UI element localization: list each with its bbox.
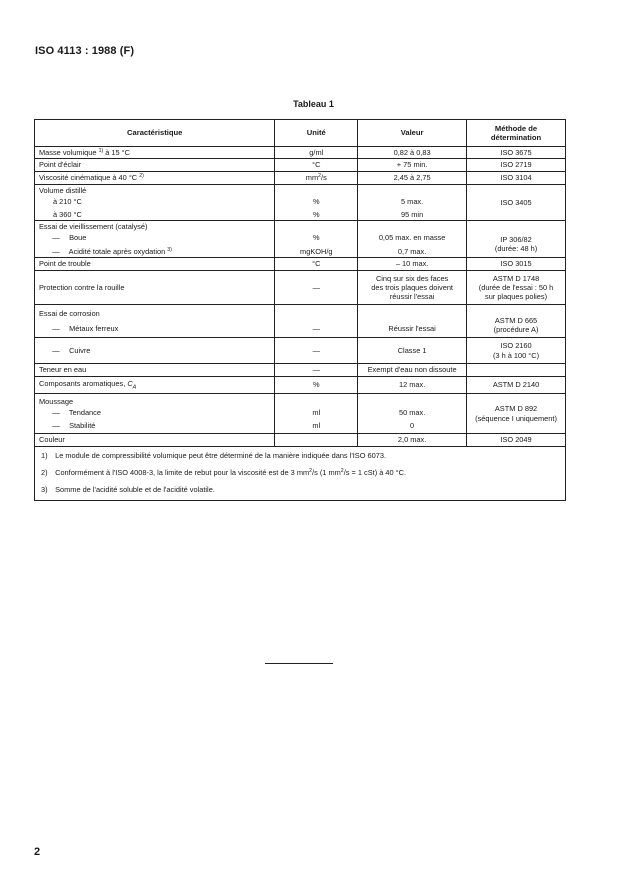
characteristic-cell: Point d'éclair xyxy=(35,159,275,172)
value-cell: 2,0 max. xyxy=(358,434,467,447)
method-text: (durée de l'essai : 50 h xyxy=(478,282,554,292)
footnote-text: Conformément à l'ISO 4008-3, la limite de rebut pour la viscosité est de 3 mm xyxy=(55,468,310,478)
value-cell: + 75 min. xyxy=(358,159,467,172)
sub-characteristic: Métaux ferreux xyxy=(69,324,119,333)
characteristic-cell xyxy=(35,338,275,364)
unit-cell: — xyxy=(275,338,358,364)
method-cell: ISO 3015 xyxy=(467,258,566,271)
value-text: des trois plaques doivent xyxy=(371,282,453,292)
method-cell xyxy=(467,338,566,364)
method-text: (procédure A) xyxy=(493,325,539,334)
method-cell xyxy=(467,221,566,258)
characteristic-cell xyxy=(35,377,275,394)
method-cell xyxy=(467,364,566,377)
column-header-value: Valeur xyxy=(358,120,467,147)
value-cell: Exempt d'eau non dissoute xyxy=(358,364,467,377)
column-header-unit: Unité xyxy=(275,120,358,147)
value-cell: 0,82 à 0,83 xyxy=(358,147,467,159)
method-cell xyxy=(467,271,566,305)
value-cell: 12 max. xyxy=(358,377,467,394)
characteristic-heading: Moussage xyxy=(39,396,74,406)
table-row xyxy=(35,185,566,221)
method-text: (durée: 48 h) xyxy=(494,244,538,253)
method-header-text: Méthode de détermination xyxy=(490,123,542,142)
dash: — xyxy=(52,421,60,431)
unit-cell xyxy=(275,305,358,338)
unit-cell xyxy=(275,185,358,221)
table-row xyxy=(35,434,566,447)
footnote-number: 1) xyxy=(41,451,48,460)
unit-cell xyxy=(275,221,358,258)
sub-characteristic: Cuivre xyxy=(69,345,91,355)
unit-text: ml xyxy=(312,421,321,431)
method-text: ISO 2160 xyxy=(500,341,532,351)
footnote-ref: 1) xyxy=(98,147,104,154)
method-cell xyxy=(467,305,566,338)
value-cell xyxy=(358,271,467,305)
footnote-text: /s = 1 cSt) à 40 °C. xyxy=(343,468,406,478)
method-cell: ISO 2719 xyxy=(467,159,566,172)
footnote-text: Somme de l'acidité soluble et de l'acidité volatile. xyxy=(55,485,215,495)
method-cell: ISO 2049 xyxy=(467,434,566,447)
value-text: 0,05 max. en masse xyxy=(378,233,446,243)
characteristic-heading: Essai de corrosion xyxy=(39,308,100,318)
unit-text: mgKOH/g xyxy=(300,246,333,256)
unit-cell xyxy=(275,172,358,185)
table-row xyxy=(35,147,566,159)
table-row xyxy=(35,159,566,172)
characteristic-cell: Point de trouble xyxy=(35,258,275,271)
footnote-ref: 2) xyxy=(139,173,144,180)
unit-exponent: 2 xyxy=(318,173,322,180)
value-cell xyxy=(358,185,467,221)
value-text: Réussir l'essai xyxy=(388,324,436,333)
value-text: 0,7 max. xyxy=(397,246,427,256)
footnote-ref: 3) xyxy=(167,246,172,253)
value-text: 50 max. xyxy=(398,407,426,417)
sub-characteristic: à 360 °C xyxy=(53,210,82,220)
value-cell xyxy=(358,221,467,258)
dash: — xyxy=(52,407,60,417)
table-row xyxy=(35,377,566,394)
unit-cell xyxy=(275,394,358,434)
value-text: 95 min xyxy=(401,210,424,220)
sub-characteristic: Acidité totale après oxydation xyxy=(68,246,168,256)
footnote-exponent: 2 xyxy=(309,468,313,475)
method-cell xyxy=(467,394,566,434)
unit-cell: — xyxy=(275,271,358,305)
sub-characteristic: à 210 °C xyxy=(53,196,82,206)
footnote-text: /s (1 mm xyxy=(312,468,341,478)
footnote-number: 2) xyxy=(41,468,48,478)
table-row xyxy=(35,338,566,364)
table-row xyxy=(35,305,566,338)
unit-text: mm xyxy=(305,173,319,183)
characteristic-heading: Volume distillé xyxy=(39,185,87,195)
characteristic-cell: Protection contre la rouille xyxy=(35,271,275,305)
method-text: ASTM D 665 xyxy=(494,315,538,325)
method-text: ASTM D 892 xyxy=(494,404,538,414)
unit-cell: — xyxy=(275,364,358,377)
value-cell: 2,45 à 2,75 xyxy=(358,172,467,185)
value-text: 5 max. xyxy=(401,196,424,206)
characteristic-cell xyxy=(35,172,275,185)
method-cell: ASTM D 2140 xyxy=(467,377,566,394)
table-row xyxy=(35,258,566,271)
value-cell xyxy=(358,305,467,338)
unit-text: — xyxy=(312,324,320,333)
characteristic-text: Composants aromatiques, xyxy=(39,378,128,388)
method-text: (séquence I uniquement) xyxy=(475,413,557,423)
footnote-text: Le module de compressibilité volumique peut être déterminé de la manière indiquée dans l'ISO 6073. xyxy=(55,451,387,460)
table-row xyxy=(35,172,566,185)
dash: — xyxy=(52,233,60,243)
unit-text: % xyxy=(312,196,320,206)
characteristic-cell: Couleur xyxy=(35,434,275,447)
method-cell: ISO 3675 xyxy=(467,147,566,159)
characteristic-cell: Teneur en eau xyxy=(35,364,275,377)
footnote-exponent: 2 xyxy=(340,468,344,475)
unit-cell: °C xyxy=(275,258,358,271)
method-cell: ISO 3104 xyxy=(467,172,566,185)
table-row xyxy=(35,394,566,434)
value-text: réussir l'essai xyxy=(389,292,435,302)
method-text: sur plaques polies) xyxy=(485,292,548,302)
unit-cell: g/ml xyxy=(275,147,358,159)
sub-characteristic: Stabilité xyxy=(69,421,96,431)
unit-cell: °C xyxy=(275,159,358,172)
end-divider xyxy=(265,663,333,664)
dash: — xyxy=(52,324,60,333)
unit-text: ml xyxy=(312,407,321,417)
value-cell: – 10 max. xyxy=(358,258,467,271)
value-cell xyxy=(358,394,467,434)
characteristic-text: à 15 °C xyxy=(103,147,130,157)
footnote xyxy=(41,451,559,460)
table-row xyxy=(35,221,566,258)
method-text: ASTM D 1748 xyxy=(492,273,540,283)
characteristic-text: Masse volumique xyxy=(39,147,99,157)
footnotes-cell xyxy=(35,447,566,501)
table-title: Tableau 1 xyxy=(293,99,334,109)
characteristic-cell xyxy=(35,394,275,434)
column-header-method xyxy=(467,120,566,147)
characteristic-cell xyxy=(35,147,275,159)
method-text: (3 h à 100 °C) xyxy=(492,350,540,360)
aromatic-symbol-subscript: A xyxy=(132,384,137,391)
characteristic-text: Viscosité cinématique à 40 °C xyxy=(39,173,140,183)
dash: — xyxy=(52,246,60,256)
document-header: ISO 4113 : 1988 (F) xyxy=(35,45,135,57)
page-number: 2 xyxy=(34,846,41,858)
unit-text: % xyxy=(312,210,320,220)
table-row xyxy=(35,364,566,377)
characteristic-heading: Essai de vieillissement (catalysé) xyxy=(39,222,148,232)
value-cell: Classe 1 xyxy=(358,338,467,364)
unit-cell xyxy=(275,434,358,447)
aromatic-symbol: C xyxy=(127,378,133,388)
unit-text: % xyxy=(312,233,320,243)
method-cell: ISO 3405 xyxy=(467,185,566,221)
column-header-characteristic: Caractéristique xyxy=(35,120,275,147)
sub-characteristic: Boue xyxy=(69,233,87,243)
table-header-row xyxy=(35,120,566,147)
unit-cell: % xyxy=(275,377,358,394)
value-text: Cinq sur six des faces xyxy=(375,273,449,283)
footnotes-row xyxy=(35,447,566,501)
specification-table xyxy=(34,119,566,501)
footnote xyxy=(41,485,559,494)
table-row xyxy=(35,271,566,305)
footnote-number: 3) xyxy=(41,485,48,495)
characteristic-cell xyxy=(35,305,275,338)
value-text: 0 xyxy=(410,421,415,431)
characteristic-cell xyxy=(35,185,275,221)
method-text: IP 306/82 xyxy=(500,234,532,244)
characteristic-cell xyxy=(35,221,275,258)
sub-characteristic: Tendance xyxy=(68,407,101,417)
footnote xyxy=(41,468,559,477)
unit-text: /s xyxy=(321,173,327,183)
dash: — xyxy=(52,345,60,355)
